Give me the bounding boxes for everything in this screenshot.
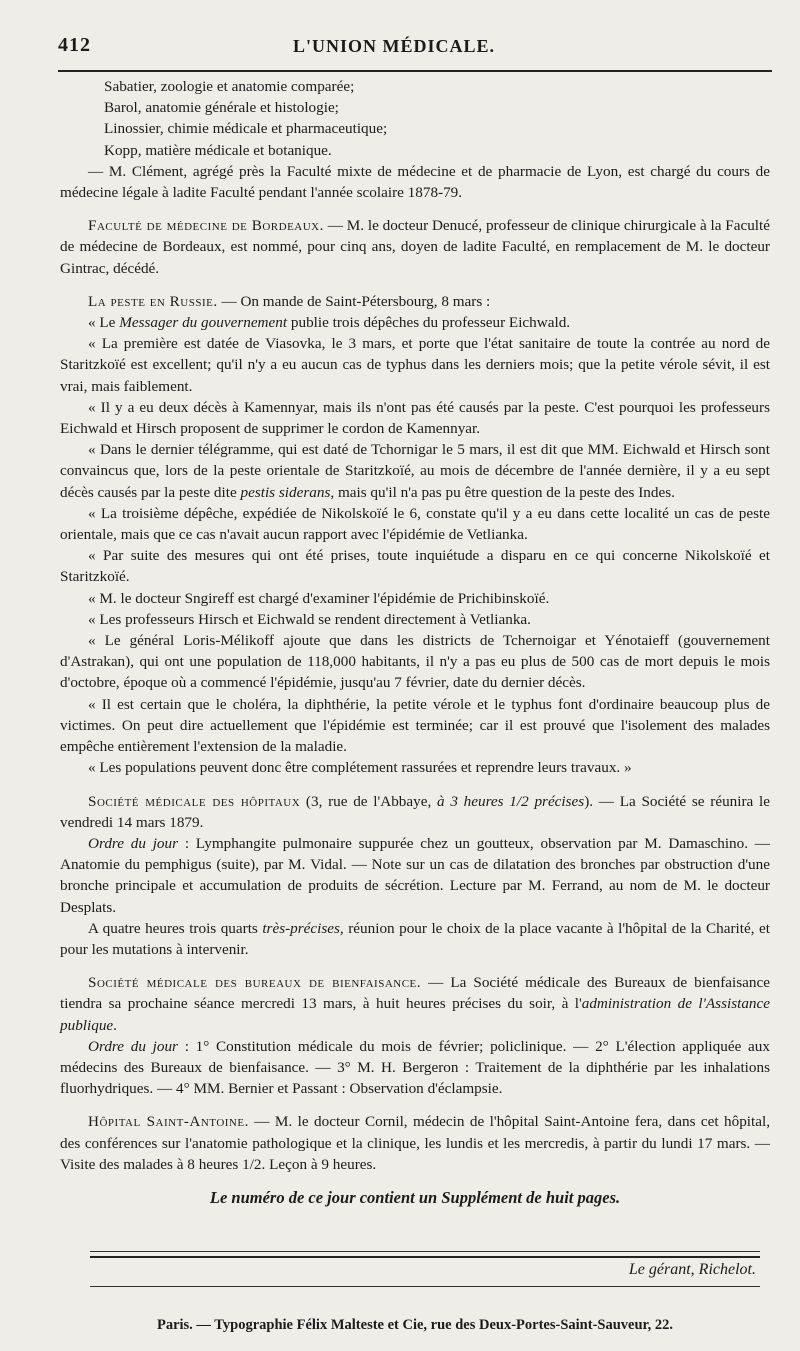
header-rule	[58, 70, 772, 72]
paragraph-sngireff: « M. le docteur Sngireff est chargé d'examiner l'épidémie de Prichibinskoïé.	[88, 589, 550, 607]
section-heading: La peste en Russie.	[88, 292, 218, 310]
section-heading: Faculté de médecine de Bordeaux.	[88, 217, 324, 235]
faculty-line: Linossier, chimie médicale et pharmaceutique;	[104, 120, 388, 138]
imprint-rule	[90, 1286, 760, 1287]
section-heading: Société médicale des bureaux de bienfaisance.	[88, 974, 422, 992]
paragraph-mesures: « Par suite des mesures qui ont été prises, toute inquiétude a disparu en ce qui concerne Nikolskoïé et Staritzkoïé.	[60, 547, 770, 586]
supplement-notice: Le numéro de ce jour contient un Supplément de huit pages.	[209, 1187, 621, 1207]
faculty-line: Kopp, matière médicale et botanique.	[104, 141, 332, 159]
article-body	[60, 76, 770, 1208]
paragraph-societe-hopitaux: Société médicale des hôpitaux (3, rue de l'Abbaye, à 3 heures 1/2 précises). — La Société se réunira le vendredi 14 mars 1879.	[60, 792, 770, 831]
signature: Le gérant, Richelot.	[628, 1261, 756, 1278]
faculty-line: Sabatier, zoologie et anatomie comparée;	[104, 78, 355, 95]
paragraph-professeurs: « Les professeurs Hirsch et Eichwald se rendent directement à Vetlianka.	[88, 610, 531, 628]
paragraph-ordre-du-jour-2: Ordre du jour : 1° Constitution médicale du mois de février; policlinique. — 2° L'élection appliquée aux médecins des Bureaux de bienfaisance. — 3° M. H. Bergeron : Traitement de la diphthérie par les inhalations fluorhydriques. — 4° MM. Bernier et Passant : Observation d'éclampsie.	[60, 1037, 770, 1098]
paragraph-ordre-du-jour-1: Ordre du jour : Lymphangite pulmonaire suppurée chez un goutteux, observation par M. Damaschino. — Anatomie du pemphigus (suite), par M. Vidal. — Note sur un cas de dilatation des bronches par obstruction d'une bronche principale et accumulation de produits de sécrétion. Lecture par M. Ferrand, au nom de M. le docteur Desplats.	[60, 834, 770, 916]
paragraph-troisieme: « La troisième dépêche, expédiée de Nikolskoïé le 6, constate qu'il y a eu dans cette localité un cas de peste orientale, mais que ce cas n'avait aucun rapport avec l'épidémie de Vetlianka.	[60, 504, 770, 544]
paragraph-premiere: « La première est datée de Viasovka, le 3 mars, et porte que l'état sanitaire de toute la contrée au nord de Staritzkoïé est excellent; qu'il n'y a eu aucun cas de typhus dans les derniers mois; que la petite vérole sévit, il est vrai, mais faiblement.	[60, 335, 770, 395]
paragraph-dernier: « Dans le dernier télégramme, qui est daté de Tchornigar le 5 mars, il est dit que MM. Eichwald et Hirsch sont convaincus que, lors de la peste orientale de Staritzkoïé, au mois de décembre de l'année dernière, il y a eu sept décès causés par la peste dite pestis siderans, mais qu'il n'a pas pu être question de la peste des Indes.	[60, 441, 770, 501]
running-head: L'UNION MÉDICALE.	[292, 36, 496, 56]
paragraph-bordeaux: Faculté de médecine de Bordeaux. — M. le docteur Denucé, professeur de clinique chirurgicale à la Faculté de médecine de Bordeaux, est nommé, pour cinq ans, doyen de ladite Faculté, en remplacement de M. le docteur Gintrac, décédé.	[60, 217, 770, 277]
page-number: 412	[58, 34, 91, 56]
footer-rule-thick	[90, 1256, 760, 1258]
paragraph-hopital-saint-antoine: Hôpital Saint-Antoine. — M. le docteur Cornil, médecin de l'hôpital Saint-Antoine fera, dans cet hôpital, des conférences sur l'anatomie pathologique et la clinique, les lundis et les mercredis, à partir du lundi 17 mars. — Visite des malades à 8 heures 1/2. Leçon à 9 heures.	[60, 1113, 770, 1173]
paragraph-populations: « Les populations peuvent donc être complétement rassurées et reprendre leurs travaux. »	[88, 759, 632, 777]
paragraph-clement: — M. Clément, agrégé près la Faculté mixte de médecine et de pharmacie de Lyon, est chargé du cours de médecine légale à ladite Faculté pendant l'année scolaire 1878-79.	[60, 162, 770, 202]
paragraph-general: « Le général Loris-Mélikoff ajoute que dans les districts de Tchernoigar et Yénotaieff (gouvernement d'Astrakan), qui ont une population de 118,000 habitants, il n'y a pas eu plus de 500 cas de mort depuis le mois d'octobre, époque où a commencé l'épidémie, jusqu'au 7 février, date du dernier décès.	[60, 632, 770, 692]
section-heading: Hôpital Saint-Antoine.	[88, 1113, 249, 1131]
paragraph-cholera: « Il est certain que le choléra, la diphthérie, la petite vérole et le typhus font d'ordinaire beaucoup plus de victimes. On peut dire actuellement que l'épidémie est terminée; car il est prouvé que l'isolement des malades empêche entièrement l'extension de la maladie.	[60, 695, 770, 756]
page-header	[58, 30, 730, 58]
footer-rule-thin	[90, 1251, 760, 1252]
paragraph-deces: « Il y a eu deux décès à Kamennyar, mais ils n'ont pas été causés par la peste. C'est pourquoi les professeurs Eichwald et Hirsch proposent de supprimer le cordon de Kamennyar.	[60, 398, 770, 438]
paragraph-messager: « Le Messager du gouvernement publie trois dépêches du professeur Eichwald.	[88, 314, 571, 332]
faculty-line: Barol, anatomie générale et histologie;	[104, 99, 339, 117]
paragraph-quatre-heures: A quatre heures trois quarts très-précises, réunion pour le choix de la place vacante à l'hôpital de la Charité, et pour les mutations à intervenir.	[60, 919, 770, 958]
section-heading: Société médicale des hôpitaux	[88, 792, 301, 810]
paragraph-bureaux: Société médicale des bureaux de bienfaisance. — La Société médicale des Bureaux de bienfaisance tiendra sa prochaine séance mercredi 13 mars, à huit heures précises du soir, à l'administration de l'Assistance publique.	[60, 974, 771, 1034]
imprint: Paris. — Typographie Félix Malteste et Cie, rue des Deux-Portes-Saint-Sauveur, 22.	[156, 1317, 674, 1333]
paragraph-peste: La peste en Russie. — On mande de Saint-Pétersbourg, 8 mars :	[88, 292, 491, 310]
